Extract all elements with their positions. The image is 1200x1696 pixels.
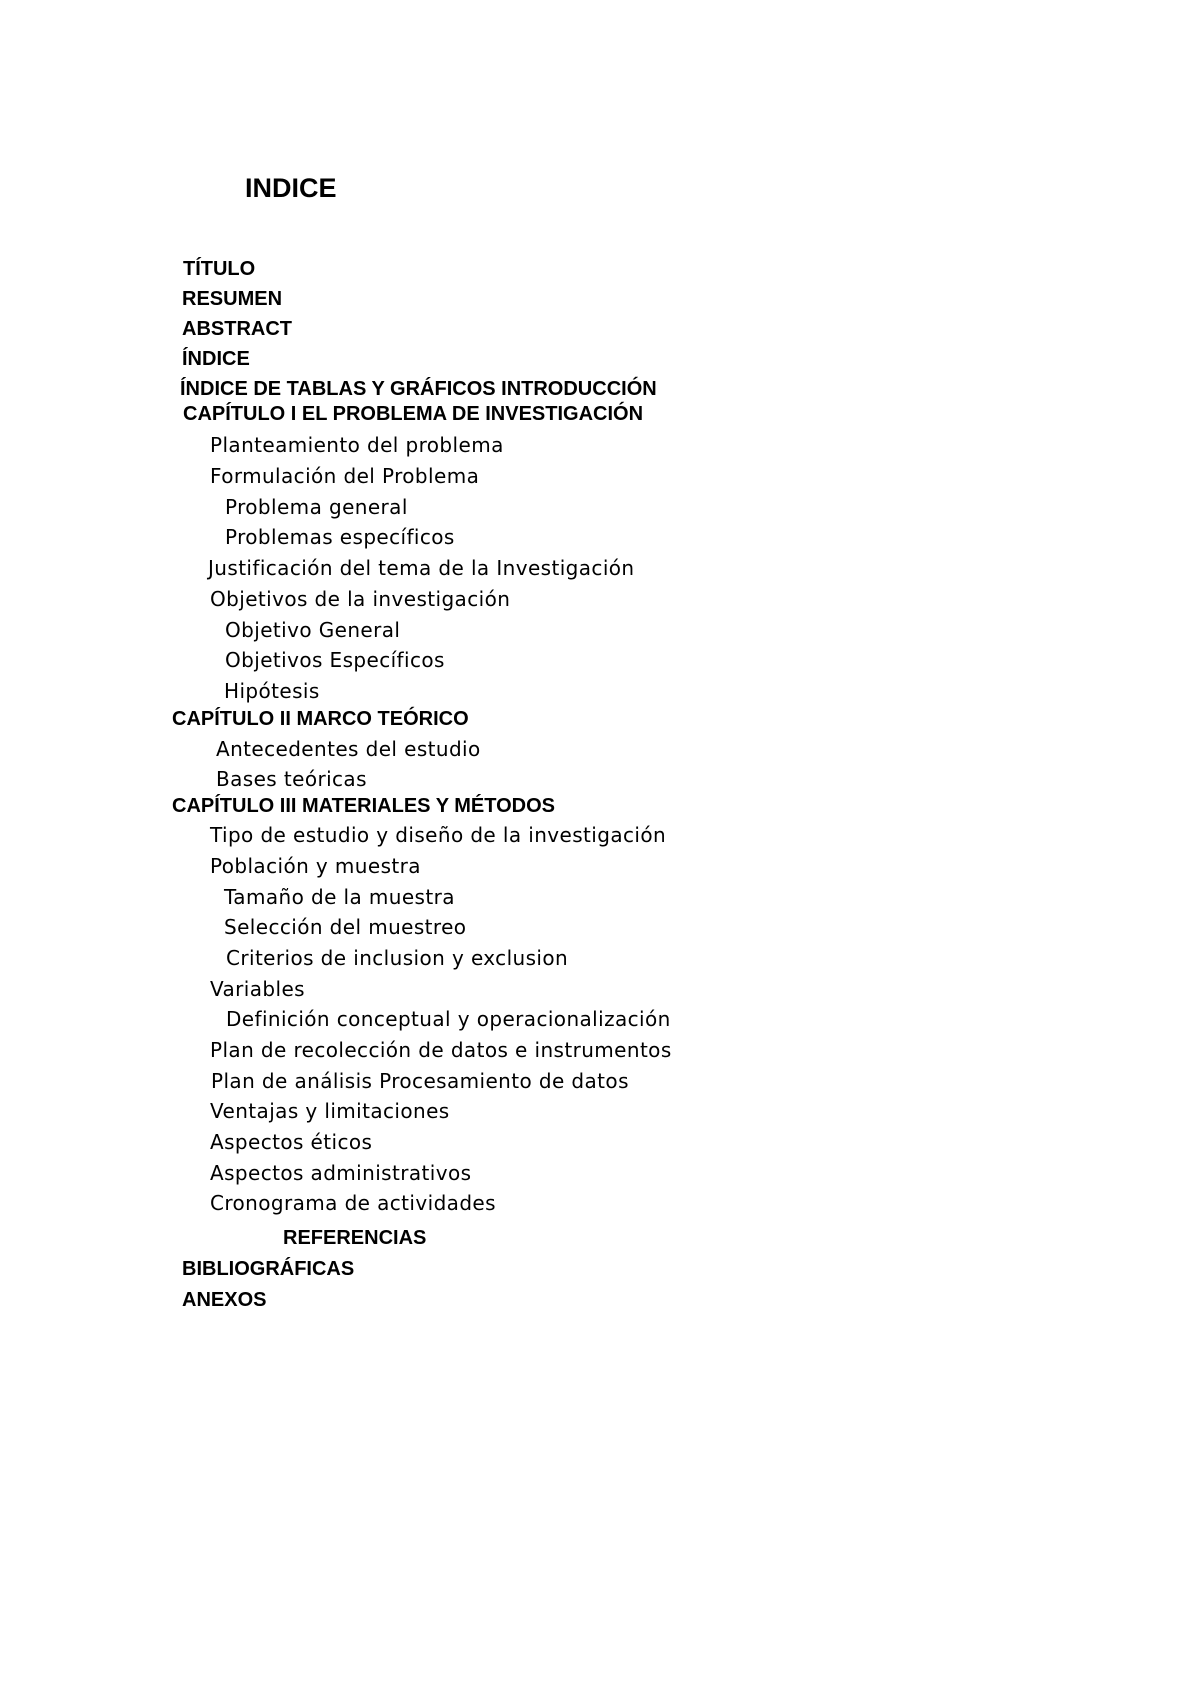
toc-entry: Problemas específicos (225, 525, 455, 549)
toc-entry: Planteamiento del problema (210, 433, 504, 457)
toc-entry: Tamaño de la muestra (224, 885, 455, 909)
toc-entry-referencias: REFERENCIAS (283, 1227, 427, 1249)
toc-entry: Antecedentes del estudio (216, 737, 481, 761)
toc-entry-indice: ÍNDICE (182, 348, 250, 370)
toc-entry: Plan de recolección de datos e instrumentos (210, 1038, 672, 1062)
toc-entry: Formulación del Problema (210, 464, 480, 488)
toc-entry-capitulo-2: CAPÍTULO II MARCO TEÓRICO (172, 708, 469, 730)
toc-entry: Justificación del tema de la Investigación (208, 556, 635, 580)
toc-entry: Variables (210, 977, 305, 1001)
toc-entry: Cronograma de actividades (210, 1191, 496, 1215)
toc-entry: Tipo de estudio y diseño de la investigación (210, 823, 667, 847)
toc-entry: Población y muestra (210, 854, 421, 878)
toc-entry: Bases teóricas (216, 767, 367, 791)
toc-entry: Objetivo General (225, 618, 401, 642)
toc-entry: Problema general (225, 495, 408, 519)
toc-entry-bibliograficas: BIBLIOGRÁFICAS (182, 1258, 355, 1280)
toc-entry: Criterios de inclusion y exclusion (226, 946, 569, 970)
toc-entry: Plan de análisis Procesamiento de datos (211, 1069, 629, 1093)
toc-entry: Objetivos Específicos (225, 648, 445, 672)
toc-entry: Aspectos éticos (210, 1130, 373, 1154)
toc-entry-anexos: ANEXOS (182, 1289, 267, 1311)
toc-entry-titulo: TÍTULO (183, 258, 256, 280)
toc-entry: Hipótesis (224, 679, 320, 703)
toc-entry: Objetivos de la investigación (210, 587, 511, 611)
toc-entry-resumen: RESUMEN (182, 288, 283, 310)
toc-entry: Ventajas y limitaciones (210, 1099, 450, 1123)
page-title: INDICE (245, 173, 337, 203)
toc-entry-capitulo-3: CAPÍTULO III MATERIALES Y MÉTODOS (172, 795, 555, 817)
toc-entry-indice-tablas: ÍNDICE DE TABLAS Y GRÁFICOS INTRODUCCIÓN (180, 378, 657, 400)
toc-entry: Definición conceptual y operacionalización (226, 1007, 671, 1031)
toc-entry: Selección del muestreo (224, 915, 467, 939)
toc-entry-capitulo-1: CAPÍTULO I EL PROBLEMA DE INVESTIGACIÓN (183, 403, 644, 425)
toc-entry: Aspectos administrativos (210, 1161, 472, 1185)
toc-entry-abstract: ABSTRACT (182, 318, 292, 340)
